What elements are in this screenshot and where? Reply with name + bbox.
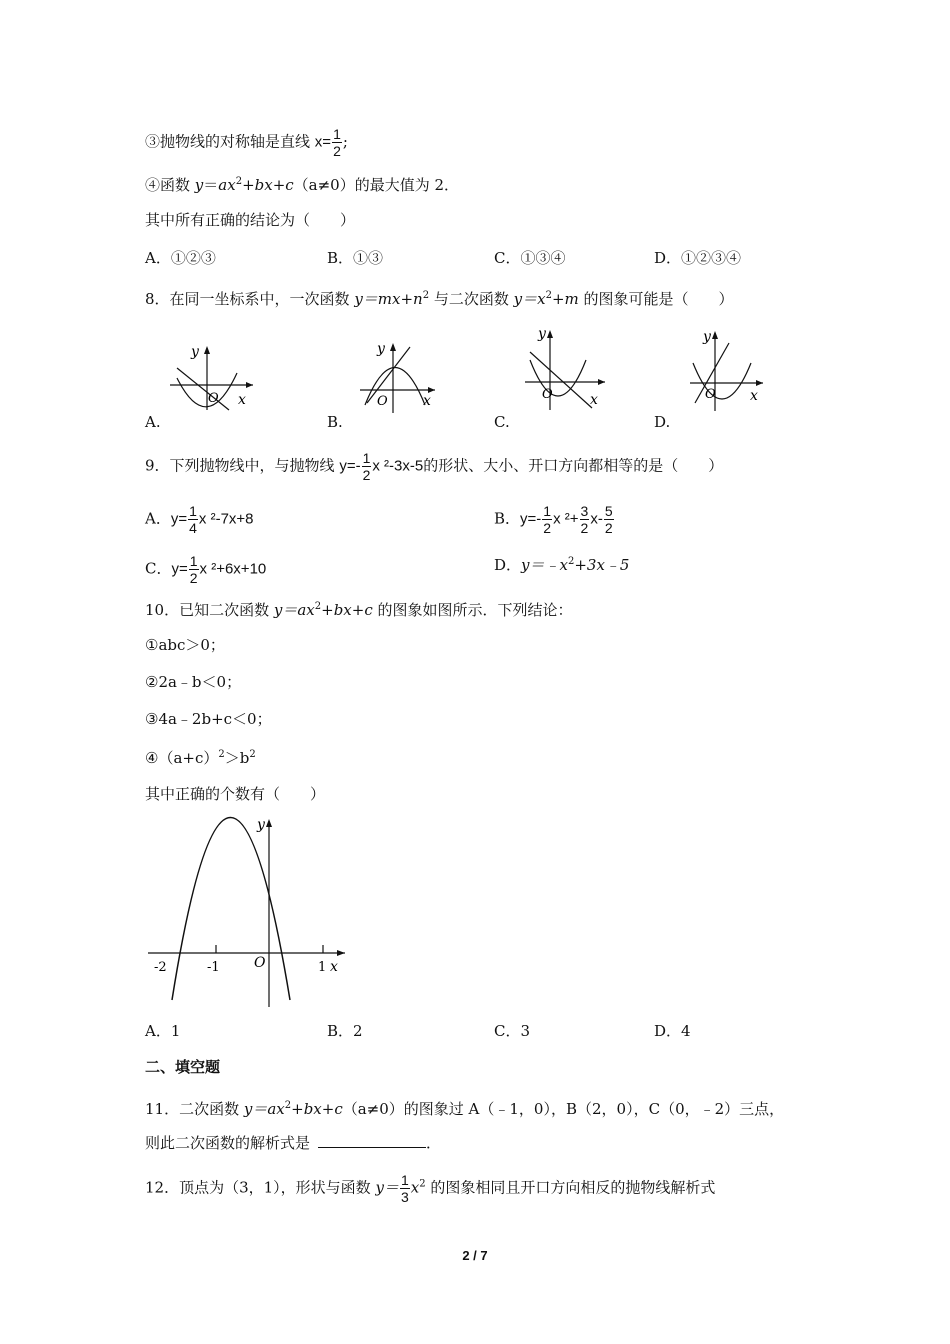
q7-option-b[interactable]: B．①③ [327,249,384,267]
fraction: $\frac{1}{2}$ [189,553,198,586]
q7-option-c[interactable]: C．①③④ [494,249,566,267]
q10-conclusion-4: $④(a+c)^2>b^2$ [145,749,256,767]
axis-x-label: x [590,392,598,408]
q10-stem: 10．已知二次函数 $y=ax^2+bx+c$ 的图象如图所示．下列结论： [145,601,573,619]
q10-option-b[interactable]: B．2 [327,1022,363,1040]
q8-option-b[interactable]: B. [327,413,343,431]
axis-x-label: x [238,392,246,408]
q10-conclusion-3: ③4a﹣2b+c＜0； [145,710,272,728]
axis-y-label: y [377,341,385,357]
q9-stem: 9．下列抛物线中，与抛物线 y=- $\frac{1}{2}$ x ²-3x-5的形状、大小、开口方向都相等的是（ ） [145,450,724,483]
q10-option-d[interactable]: D．4 [654,1022,691,1040]
q10-prompt: 其中正确的个数有（ ） [145,785,326,803]
q8-option-a[interactable]: A. [145,413,161,431]
axis-y-label: y [538,326,546,342]
q11-stem-line2: 则此二次函数的解析式是 ． [145,1134,442,1152]
origin-label: O [208,391,219,406]
q10-option-a[interactable]: A．1 [145,1022,181,1040]
axis-x-label: x [330,959,338,975]
q8-graph-b [355,335,450,415]
q8-stem: 8．在同一坐标系中，一次函数 $y=mx+n^2$ 与二次函数 $y=x^2+m$ 的图象可能是（ ） [145,290,734,308]
q10-option-c[interactable]: C．3 [494,1022,531,1040]
q7-prompt: 其中所有正确的结论为（ ） [145,211,356,229]
q10-parabola-graph [140,815,350,1010]
q8-option-c[interactable]: C. [494,413,510,431]
q7-option-d[interactable]: D．①②③④ [654,249,742,267]
q10-conclusion-1: ①abc＞0； [145,636,225,654]
q9-option-d[interactable]: D．$y=﹣x^2+3x﹣5$ [494,556,630,574]
origin-label: O [705,387,716,402]
axis-x-label: x [423,393,431,409]
answer-blank[interactable] [318,1133,426,1148]
fraction: $\frac{1}{2}$ [333,126,341,159]
page-number: 2 / 7 [462,1248,488,1263]
q9-option-b[interactable]: B．y=- $\frac{1}{2}$ x ²+ $\frac{3}{2}$ x- $\frac{5}{2}$ [494,503,613,536]
origin-label: O [377,394,388,409]
fraction: $\frac{1}{2}$ [362,450,371,483]
q9-option-c[interactable]: C．y= $\frac{1}{2}$ x ²+6x+10 [145,553,267,586]
axis-y-label: y [703,329,711,345]
section-heading: 二、填空题 [145,1059,221,1076]
q8-graph-d [685,325,770,413]
tick-label: -1 [207,960,220,975]
axis-y-label: y [257,817,265,833]
q7-item3: ③抛物线的对称轴是直线 x= $\frac{1}{2}$ ; [145,126,348,159]
tick-label: -2 [154,960,167,975]
fraction: $\frac{1}{3}$ [400,1172,409,1205]
axis-y-label: y [191,344,199,360]
fraction: $\frac{3}{2}$ [580,503,589,536]
origin-label: O [254,955,266,971]
q11-stem-line1: 11．二次函数 $y=ax^2+bx+c(a\ne 0)$的图象过 A（﹣1，0），B（2，0），C（0，﹣2）三点， [145,1100,785,1118]
origin-label: O [542,387,553,402]
q8-option-d[interactable]: D. [654,413,671,431]
axis-x-label: x [750,388,758,404]
q8-graph-c [520,322,615,412]
fraction: $\frac{1}{2}$ [543,503,552,536]
q10-conclusion-2: ②2a﹣b＜0； [145,673,242,691]
fraction: $\frac{5}{2}$ [604,503,613,536]
fraction: $\frac{1}{4}$ [189,503,197,536]
q8-graph-a [165,338,260,413]
q12-stem: 12．顶点为（3，1），形状与函数 y＝ $\frac{1}{3}$ $x^2$ 的图象相同且开口方向相反的抛物线解析式 [145,1172,716,1205]
tick-label: 1 [318,960,327,975]
q7-option-a[interactable]: A．①②③ [145,249,216,267]
q9-option-a[interactable]: A．y= $\frac{1}{4}$ x ²-7x+8 [145,503,254,536]
q7-item4: ④函数 $y=ax^2+bx+c(a\ne 0)$的最大值为 2． [145,176,460,194]
